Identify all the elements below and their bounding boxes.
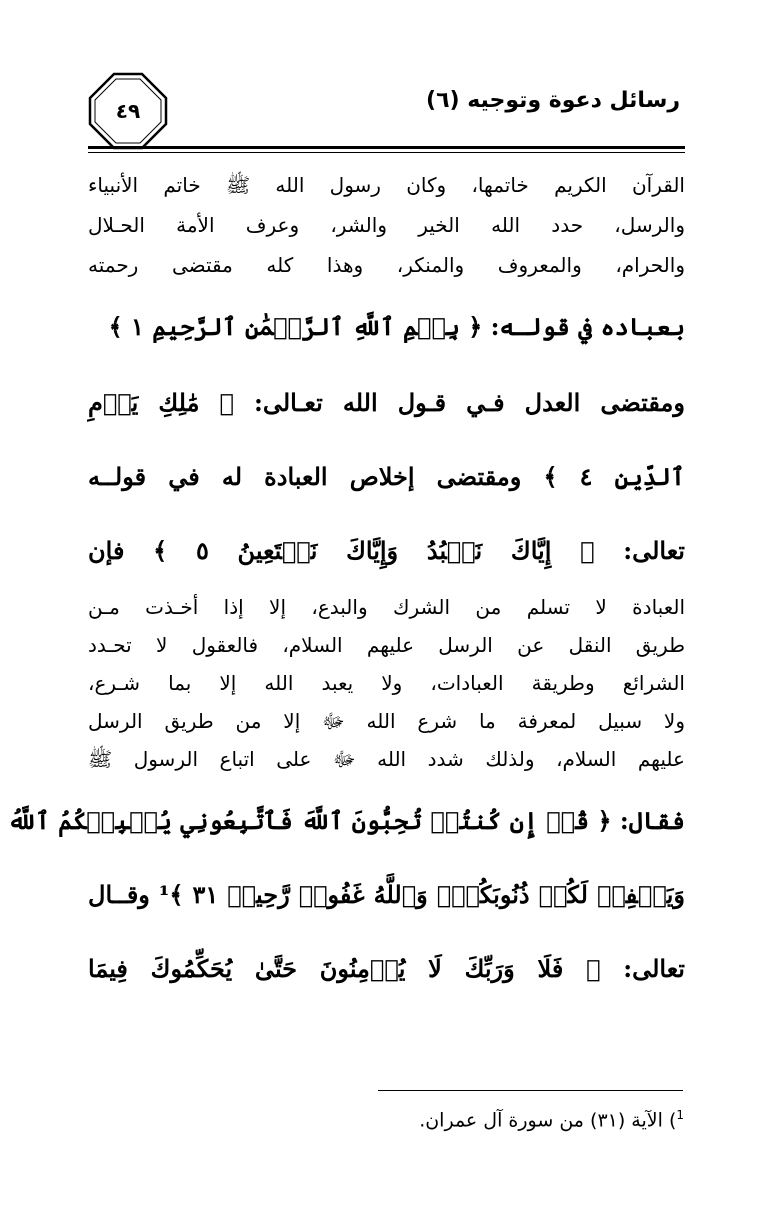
- verse-line: تعالى: ﴿ إِيَّاكَ نَعۡبُدُ وَإِيَّاكَ نَسۡتَعِينُ ٥ ﴾ فإن: [88, 536, 685, 565]
- text-line: العبادة لا تسلم من الشرك والبدع، إلا إذا أخـذت مـن: [88, 595, 685, 619]
- text-line: عليهم السلام، ولذلك شدد الله ﷻ على اتباع الرسول ﷺ: [88, 747, 685, 771]
- footnote: [264, 1100, 684, 1135]
- text-line: طريق النقل عن الرسل عليهم السلام، فالعقول لا تحـدد: [88, 633, 685, 657]
- page-number-badge: [86, 70, 170, 152]
- text-line: والرسل، حدد الله الخير والشر، وعرف الأمة الحـلال: [88, 213, 685, 237]
- page-title: رسائل دعوة وتوجيه (٦): [426, 88, 680, 113]
- page-number: ٤٩: [115, 99, 141, 123]
- text-line: ولا سبيل لمعرفة ما شرع الله ﷻ إلا من طريق الرسل: [88, 709, 685, 733]
- text-line: الشرائع وطريقة العبادات، ولا يعبد الله إلا بما شـرع،: [88, 671, 685, 695]
- header-rule-thick: [88, 146, 685, 149]
- verse-line: بعباده في قولـه: ﴿ بِسۡمِ ٱللَّهِ ٱلرَّحۡمَٰنِ ٱلرَّحِيمِ ١ ﴾: [108, 312, 685, 341]
- text-line: القرآن الكريم خاتمها، وكان رسول الله ﷺ خاتم الأنبياء: [88, 173, 685, 197]
- verse-line: وَيَغۡفِرۡ لَكُمۡ ذُنُوبَكُمۡۚ وَٱللَّهُ غَفُورٞ رَّحِيمٞ ٣١ ﴾¹ وقــال: [88, 880, 685, 909]
- footnote-separator: [378, 1090, 683, 1091]
- header-rule-thin: [88, 152, 685, 153]
- verse-line: ٱلدِّينِ ٤ ﴾ ومقتضى إخلاص العبادة له في قولــه: [88, 462, 685, 491]
- verse-line: فقال: ﴿ قُلۡ إِن كُنتُمۡ تُحِبُّونَ ٱللَّهَ فَٱتَّبِعُونِي يُحۡبِبۡكُمُ ٱللَّهُ: [7, 806, 685, 835]
- footnote-text: ) الآية (٣١) من سورة آل عمران.: [419, 1109, 677, 1132]
- verse-line: ومقتضى العدل فـي قـول الله تعـالى: ﴿ مَٰلِكِ يَوۡمِ: [88, 388, 685, 417]
- text-line: والحرام، والمعروف والمنكر، وهذا كله مقتضى رحمته: [88, 253, 685, 277]
- verse-line: تعالى: ﴿ فَلَا وَرَبِّكَ لَا يُؤۡمِنُونَ حَتَّىٰ يُحَكِّمُوكَ فِيمَا: [88, 954, 685, 983]
- footnote-marker: 1: [676, 1108, 684, 1122]
